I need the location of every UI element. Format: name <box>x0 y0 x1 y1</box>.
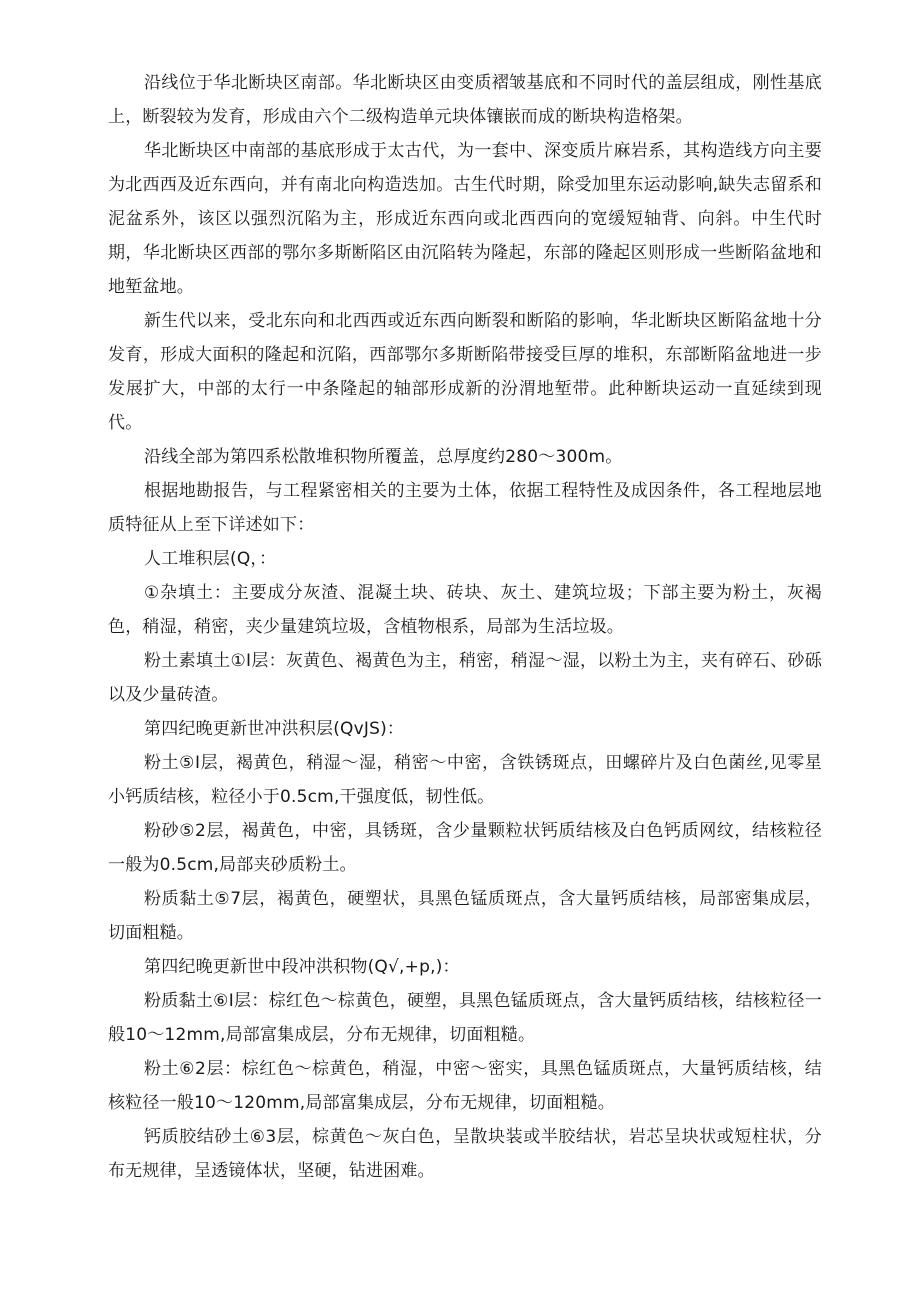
paragraph-survey-intro: 根据地勘报告，与工程紧密相关的主要为土体，依据工程特性及成因条件，各工程地层地质特征从上至下详述如下： <box>108 481 822 535</box>
paragraph-silty-sand-5-2: 粉砂⑤2层，褐黄色，中密，具锈斑，含少量颗粒状钙质结核及白色钙质网纹，结核粒径一般为0.5cm,局部夹砂质粉土。 <box>108 821 822 875</box>
paragraph-quaternary-cover: 沿线全部为第四系松散堆积物所覆盖，总厚度约280～300m。 <box>144 447 623 467</box>
paragraph-miscellaneous-fill: ①杂填土：主要成分灰渣、混凝土块、砖块、灰土、建筑垃圾；下部主要为粉土，灰褐色，稍湿，稍密，夹少量建筑垃圾，含植物根系，局部为生活垃圾。 <box>108 583 822 637</box>
paragraph-cenozoic-tectonics: 新生代以来，受北东向和北西西或近东西向断裂和断陷的影响，华北断块区断陷盆地十分发育，形成大面积的隆起和沉陷，西部鄂尔多斯断陷带接受巨厚的堆积，东部断陷盆地进一步发展扩大，中部的太行一中条隆起的轴部形成新的汾渭地堑带。此种断块运动一直延续到现代。 <box>108 311 822 433</box>
heading-middle-late-pleistocene: 第四纪晚更新世中段冲洪积物(Q√,+p,)： <box>144 957 460 977</box>
paragraph-cemented-sand-6-3: 钙质胶结砂土⑥3层，棕黄色〜灰白色，呈散块装或半胶结状，岩芯呈块状或短柱状，分布无规律，呈透镜体状，坚硬，钻进困难。 <box>108 1127 822 1181</box>
paragraph-silt-6-2: 粉土⑥2层：棕红色〜棕黄色，稍湿，中密〜密实，具黑色锰质斑点，大量钙质结核，结核粒径一般10～120mm,局部富集成层，分布无规律，切面粗糙。 <box>108 1059 822 1113</box>
heading-late-pleistocene-alluvial: 第四纪晚更新世冲洪积层(QvJS)： <box>144 719 405 739</box>
paragraph-silt-plain-fill: 粉土素填土①I层：灰黄色、褐黄色为主，稍密，稍湿〜湿，以粉土为主，夹有碎石、砂砾以及少量砖渣。 <box>108 651 822 705</box>
paragraph-regional-location: 沿线位于华北断块区南部。华北断块区由变质褶皱基底和不同时代的盖层组成，刚性基底上，断裂较为发育，形成由六个二级构造单元块体镶嵌而成的断块构造格架。 <box>108 73 822 127</box>
paragraph-silty-clay-6-1: 粉质黏土⑥I层：棕红色〜棕黄色，硬塑，具黑色锰质斑点，含大量钙质结核，结核粒径一般10～12mm,局部富集成层，分布无规律，切面粗糙。 <box>108 991 822 1045</box>
paragraph-silt-5-1: 粉土⑤I层，褐黄色，稍湿〜湿，稍密〜中密，含铁锈斑点，田螺碎片及白色菌丝,见零星小钙质结核，粒径小于0.5cm,干强度低，韧性低。 <box>108 753 822 807</box>
heading-artificial-fill: 人工堆积层(Q，： <box>144 549 277 569</box>
paragraph-silty-clay-5-7: 粉质黏土⑤7层，褐黄色，硬塑状，具黑色锰质斑点，含大量钙质结核，局部密集成层，切面粗糙。 <box>108 889 822 943</box>
paragraph-basement-history: 华北断块区中南部的基底形成于太古代，为一套中、深变质片麻岩系，其构造线方向主要为北西西及近东西向，并有南北向构造迭加。古生代时期，除受加里东运动影响,缺失志留系和泥盆系外，该区以强烈沉陷为主，形成近东西向或北西西向的宽缓短轴背、向斜。中生代时期，华北断块区西部的鄂尔多斯断陷区由沉陷转为隆起，东部的隆起区则形成一些断陷盆地和地堑盆地。 <box>108 141 822 297</box>
